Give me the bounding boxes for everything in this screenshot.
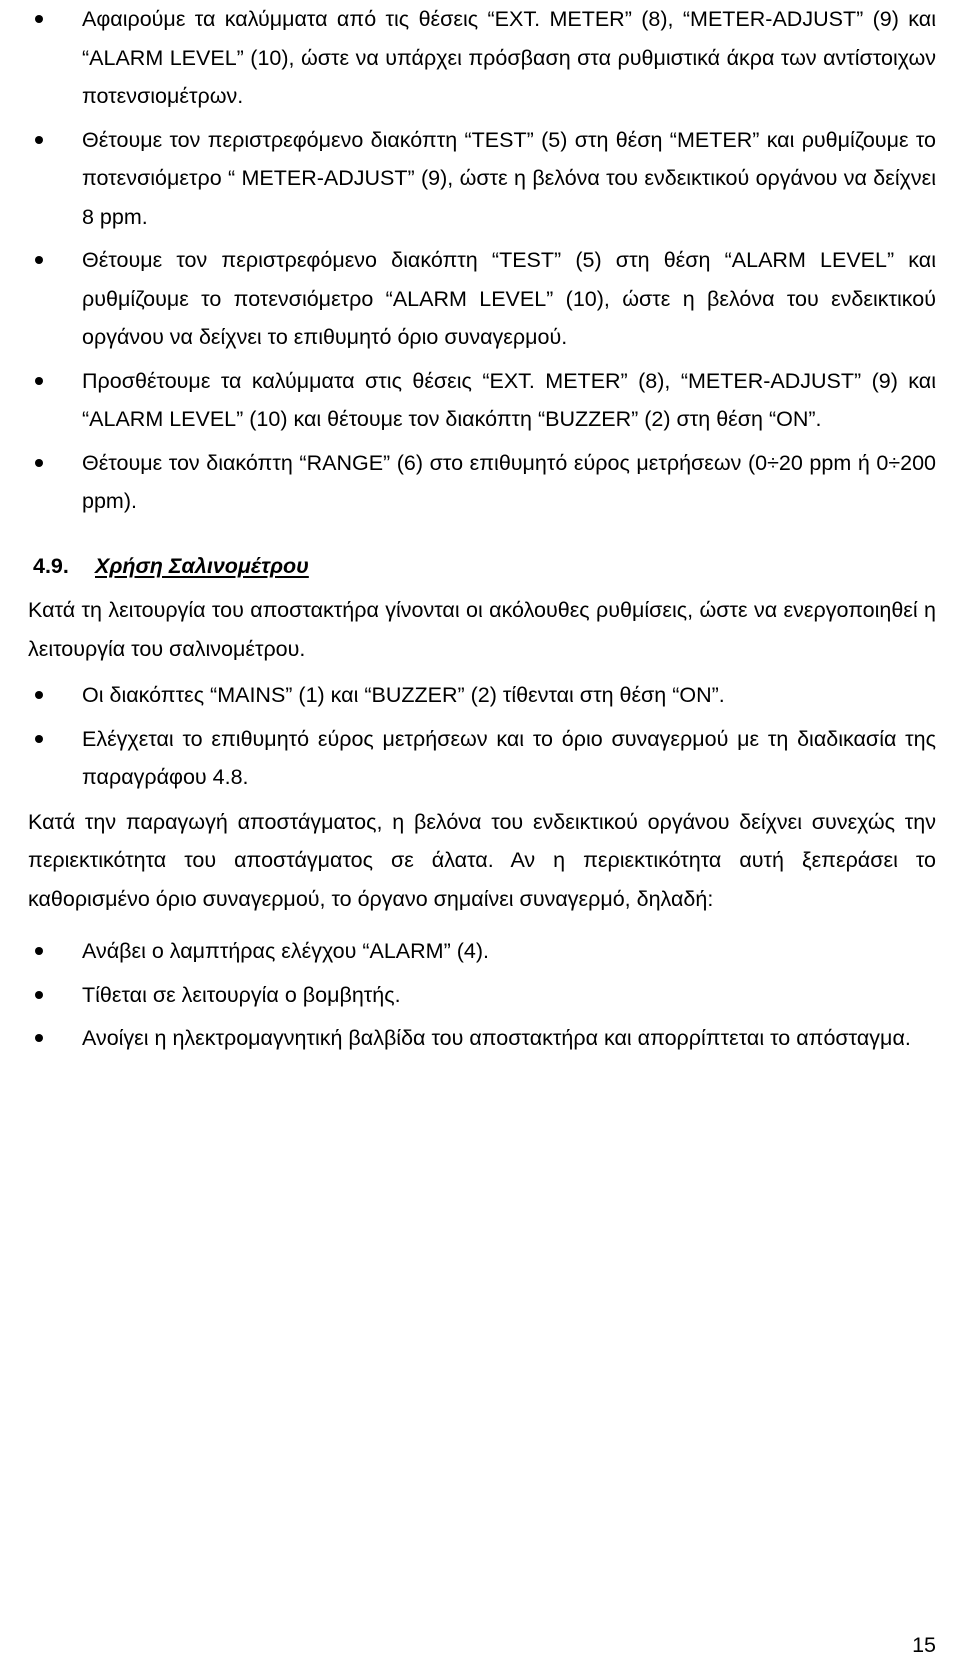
list-item-text: Οι διακόπτες “MAINS” (1) και “BUZZER” (2) τίθενται στη θέση “ON”.: [82, 683, 725, 707]
list-item: [28, 1019, 936, 1058]
intro-paragraph: Κατά τη λειτουργία του αποστακτήρα γίνονται οι ακόλουθες ρυθμίσεις, ώστε να ενεργοποιηθεί η λειτουργία του σαλινομέτρου.: [28, 598, 936, 661]
bullet-icon: [35, 15, 43, 23]
bullet-icon: [35, 947, 43, 955]
list-item-text: Θέτουμε τον περιστρεφόμενο διακόπτη “TEST” (5) στη θέση “METER” και ρυθμίζουμε το ποτενσιόμετρο “ METER-ADJUST” (9), ώστε η βελόνα του ενδεικτικού οργάνου να δείχνει 8 ppm.: [82, 127, 936, 229]
section-heading: [28, 547, 936, 586]
section-title: Χρήση Σαλινομέτρου: [95, 553, 309, 578]
bullet-icon: [35, 136, 43, 144]
bullet-icon: [35, 691, 43, 699]
production-paragraph: Κατά την παραγωγή αποστάγματος, η βελόνα του ενδεικτικού οργάνου δείχνει συνεχώς την περιεκτικότητα του αποστάγματος σε άλατα. Αν η περιεκτικότητα αυτή ξεπεράσει το καθορισμένο όριο συναγερμού, το όργανο σημαίνει συναγερμό, δηλαδή:: [28, 809, 936, 911]
list-item-text: Ελέγχεται το επιθυμητό εύρος μετρήσεων και το όριο συναγερμού με τη διαδικασία της παραγράφου 4.8.: [82, 726, 936, 789]
list-item: [28, 241, 936, 357]
list-item: [28, 444, 936, 521]
list-item: [28, 362, 936, 439]
list-item: [28, 976, 936, 1015]
bullet-icon: [35, 459, 43, 467]
bullet-icon: [35, 991, 43, 999]
bullet-list-top: [28, 0, 936, 521]
list-item-text: Θέτουμε τον διακόπτη “RANGE” (6) στο επιθυμητό εύρος μετρήσεων (0÷20 ppm ή 0÷200 ppm).: [82, 450, 936, 513]
list-item: [28, 932, 936, 971]
list-item: [28, 676, 936, 715]
page-number: 15: [912, 1633, 936, 1657]
list-item-text: Ανάβει ο λαμπτήρας ελέγχου “ALARM” (4).: [82, 939, 489, 963]
list-item: [28, 720, 936, 797]
list-item-text: Ανοίγει η ηλεκτρομαγνητική βαλβίδα του αποστακτήρα και απορρίπτεται το απόσταγμα.: [82, 1026, 911, 1050]
bullet-icon: [35, 1034, 43, 1042]
list-item-text: Τίθεται σε λειτουργία ο βομβητής.: [82, 982, 401, 1007]
bullet-icon: [35, 735, 43, 743]
bullet-list-middle: [28, 676, 936, 797]
bullet-icon: [35, 256, 43, 264]
bullet-icon: [35, 377, 43, 385]
list-item: [28, 0, 936, 116]
bullet-list-bottom: [28, 932, 936, 1058]
list-item-text: Προσθέτουμε τα καλύμματα στις θέσεις “EXT. METER” (8), “METER-ADJUST” (9) και “ALARM LEVEL” (10) και θέτουμε τον διακόπτη “BUZZER” (2) στη θέση “ON”.: [82, 368, 936, 431]
list-item: [28, 121, 936, 237]
section-number: 4.9.: [33, 553, 69, 578]
list-item-text: Αφαιρούμε τα καλύμματα από τις θέσεις “EXT. METER” (8), “METER-ADJUST” (9) και “ALARM LEVEL” (10), ώστε να υπάρχει πρόσβαση στα ρυθμιστικά άκρα των αντίστοιχων ποτενσιομέτρων.: [82, 7, 936, 108]
page-content: [28, 0, 936, 1058]
list-item-text: Θέτουμε τον περιστρεφόμενο διακόπτη “TEST” (5) στη θέση “ALARM LEVEL” και ρυθμίζουμε το ποτενσιόμετρο “ALARM LEVEL” (10), ώστε η βελόνα του ενδεικτικού οργάνου να δείχνει το επιθυμητό όριο συναγερμού.: [82, 248, 936, 349]
